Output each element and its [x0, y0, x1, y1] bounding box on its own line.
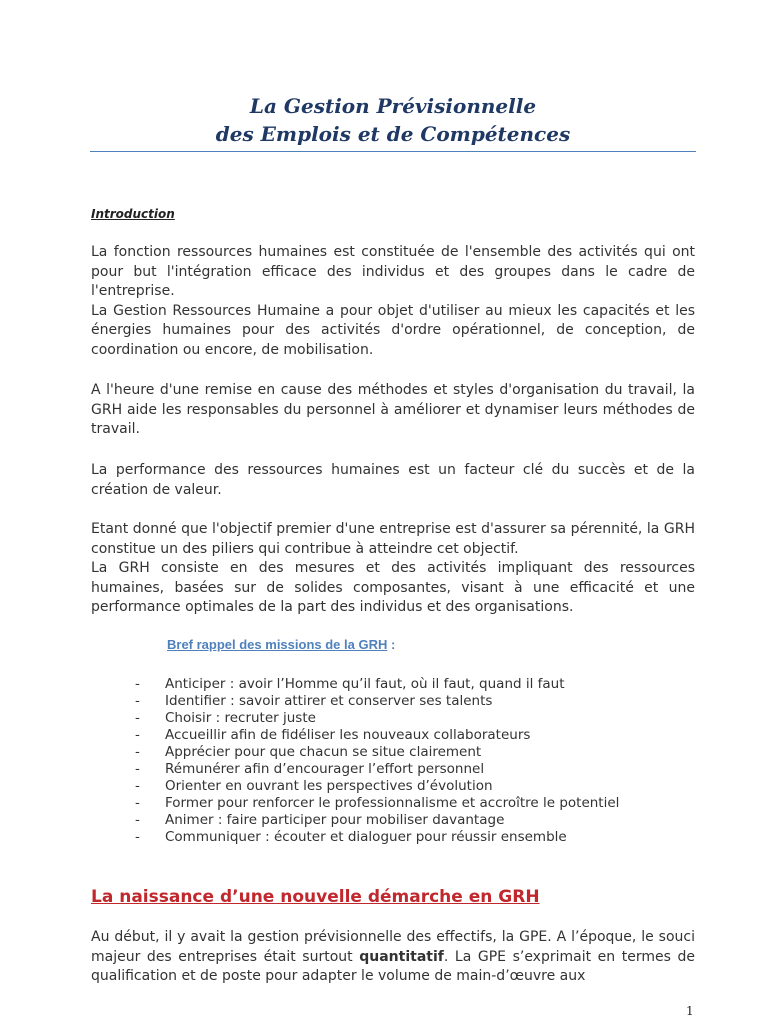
list-dash: -: [135, 744, 140, 760]
list-dash: -: [135, 676, 140, 692]
mission-item-text: Animer : faire participer pour mobiliser davantage: [165, 812, 505, 828]
list-dash: -: [135, 727, 140, 743]
intro-paragraph-1-text-a: La fonction ressources humaines est constituée de l'ensemble des activités qui ont pour but l'intégration efficace des individus et des groupes dans le cadre de l'entreprise.: [91, 244, 695, 299]
mission-item-text: Rémunérer afin d’encourager l’effort personnel: [165, 761, 485, 777]
section-paragraph-bold: quantitatif: [359, 948, 444, 965]
intro-paragraph-4-text-b: La GRH consiste en des mesures et des activités impliquant des ressources humaines, basées sur de solides composantes, visant à une efficacité et une performance optimales de la part des individus et des organisations.: [91, 560, 695, 615]
introduction-heading: Introduction: [91, 207, 175, 221]
missions-heading-text: Bref rappel des missions de la GRH: [167, 637, 388, 652]
document-title-line-1: La Gestion Prévisionnelle: [249, 94, 537, 118]
intro-paragraph-3: [91, 461, 695, 500]
mission-item-text: Identifier : savoir attirer et conserver ses talents: [165, 693, 493, 709]
mission-item-text: Accueillir afin de fidéliser les nouveaux collaborateurs: [165, 727, 531, 743]
list-dash: -: [135, 829, 140, 845]
page-number: 1: [686, 1004, 694, 1018]
intro-paragraph-1: [91, 243, 695, 360]
section-paragraph-text: Au début, il y avait la gestion prévisionnelle des effectifs, la GPE. A l’époque, le souci majeur des entreprises était surtout: [91, 929, 695, 965]
document-title-line-2: des Emplois et de Compétences: [215, 122, 571, 146]
intro-paragraph-2: [91, 381, 695, 440]
list-dash: -: [135, 812, 140, 828]
mission-item-text: Communiquer : écouter et dialoguer pour réussir ensemble: [165, 829, 567, 845]
intro-paragraph-3-text: La performance des ressources humaines est un facteur clé du succès et de la création de valeur.: [91, 462, 695, 498]
list-dash: -: [135, 795, 140, 811]
section-heading: La naissance d’une nouvelle démarche en GRH: [91, 887, 540, 907]
intro-paragraph-4: [91, 520, 695, 618]
title-rule: [90, 151, 696, 152]
mission-item-text: Anticiper : avoir l’Homme qu’il faut, où il faut, quand il faut: [165, 676, 565, 692]
list-dash: -: [135, 710, 140, 726]
section-paragraph: [91, 928, 695, 987]
intro-paragraph-1-text-b: La Gestion Ressources Humaine a pour objet d'utiliser au mieux les capacités et les énergies humaines pour des activités d'ordre opérationnel, de conception, de coordination ou encore, de mobilisation.: [91, 302, 695, 358]
list-dash: -: [135, 761, 140, 777]
list-dash: -: [135, 778, 140, 794]
missions-heading-suffix: :: [387, 637, 396, 652]
intro-paragraph-4-text-a: Etant donné que l'objectif premier d'une entreprise est d'assurer sa pérennité, la GRH constitue un des piliers qui contribue à atteindre cet objectif.: [91, 521, 695, 557]
mission-item-text: Choisir : recruter juste: [165, 710, 316, 726]
mission-item-text: Former pour renforcer le professionnalisme et accroître le potentiel: [165, 795, 620, 811]
section-paragraph-text-end: . La GPE s’exprimait en termes de qualification et de poste pour adapter le volume de main-d’œuvre aux: [91, 948, 695, 984]
list-dash: -: [135, 693, 140, 709]
mission-item-text: Apprécier pour que chacun se situe clairement: [165, 744, 482, 760]
intro-paragraph-2-text: A l'heure d'une remise en cause des méthodes et styles d'organisation du travail, la GRH aide les responsables du personnel à améliorer et dynamiser leurs méthodes de travail.: [91, 382, 695, 437]
mission-item-text: Orienter en ouvrant les perspectives d’évolution: [165, 778, 493, 794]
missions-heading: [167, 637, 395, 652]
